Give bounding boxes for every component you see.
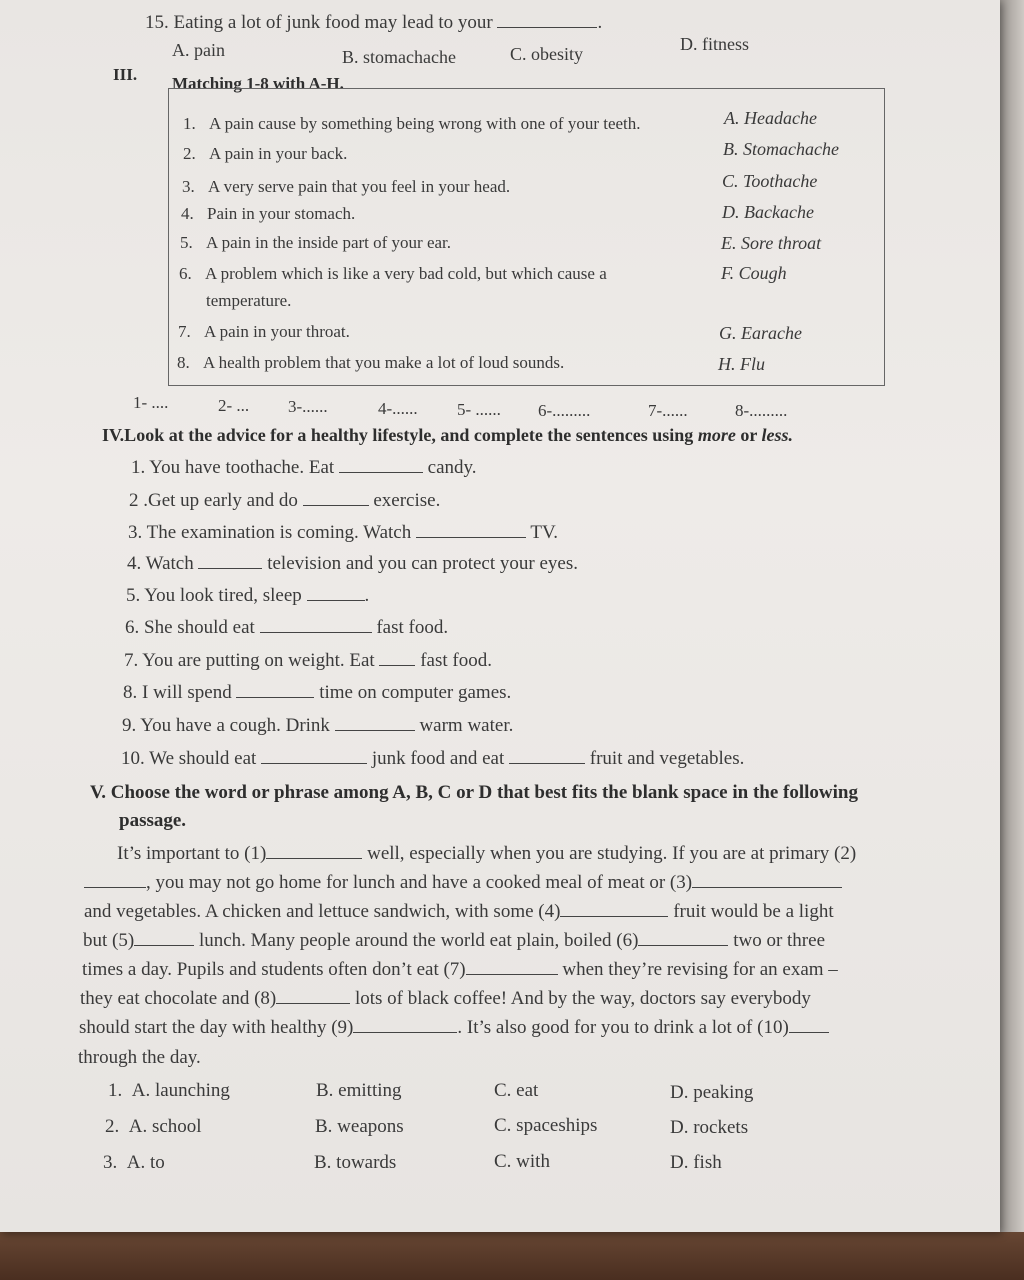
match-option-h: H. Flu [718, 354, 765, 374]
choice-1-c: C. eat [494, 1080, 539, 1101]
passage-line-8: through the day. [78, 1047, 201, 1068]
section-4-title: IV.Look at the advice for a healthy lifestyle, and complete the sentences using more or less. [102, 425, 793, 445]
answer-2: 2- ... [218, 396, 250, 415]
section-5-title: V. Choose the word or phrase among A, B, C or D that best fits the blank space in the following [90, 782, 858, 803]
iv-item-2: 2 .Get up early and do exercise. [129, 490, 441, 511]
q15-option-d: D. fitness [680, 34, 749, 54]
match-item-1: 1. A pain cause by something being wrong with one of your teeth. [183, 114, 641, 133]
match-option-e: E. Sore throat [721, 233, 822, 253]
iv-item-7: 7. You are putting on weight. Eat fast food. [124, 650, 492, 671]
choice-1: 1. A. launching [108, 1080, 230, 1101]
match-option-d: D. Backache [722, 202, 814, 222]
passage-line-5: times a day. Pupils and students often don’t eat (7) when they’re revising for an exam – [82, 959, 838, 980]
match-item-7: 7. A pain in your throat. [178, 322, 350, 341]
passage-line-4: but (5) lunch. Many people around the world eat plain, boiled (6) two or three [83, 930, 826, 951]
passage-line-3: and vegetables. A chicken and lettuce sandwich, with some (4) fruit would be a light [84, 901, 834, 922]
choice-1-b: B. emitting [316, 1080, 402, 1101]
passage-line-6: they eat chocolate and (8) lots of black coffee! And by the way, doctors say everybody [80, 988, 811, 1009]
q15-option-a: A. pain [172, 40, 225, 60]
choice-3-c: C. with [494, 1151, 550, 1172]
choice-2-d: D. rockets [670, 1117, 749, 1138]
passage-line-1: It’s important to (1) well, especially when you are studying. If you are at primary (2) [117, 843, 857, 864]
choice-3: 3. A. to [103, 1152, 165, 1173]
match-item-4: 4. Pain in your stomach. [181, 204, 356, 223]
section-3-title: Matching 1-8 with A-H. [172, 74, 344, 93]
answer-4: 4-...... [378, 399, 418, 418]
choice-2-b: B. weapons [315, 1116, 404, 1137]
match-item-5: 5. A pain in the inside part of your ear. [180, 233, 452, 252]
match-item-2: 2. A pain in your back. [183, 144, 348, 163]
section-5-title-cont: passage. [119, 810, 187, 831]
match-item-3: 3. A very serve pain that you feel in your head. [182, 177, 511, 196]
section-3-roman: III. [113, 65, 138, 84]
match-option-b: B. Stomachache [723, 139, 839, 159]
answer-blank [497, 13, 597, 28]
iv-item-6: 6. She should eat fast food. [125, 617, 449, 638]
match-item-8: 8. A health problem that you make a lot of loud sounds. [177, 353, 565, 372]
iv-item-10: 10. We should eat junk food and eat fruit and vegetables. [121, 748, 745, 769]
q15-option-b: B. stomachache [342, 47, 456, 67]
passage-line-2: , you may not go home for lunch and have a cooked meal of meat or (3) [84, 872, 842, 894]
match-option-f: F. Cough [721, 263, 787, 283]
match-item-6-cont: temperature. [206, 291, 292, 310]
answer-6: 6-......... [538, 401, 591, 420]
choice-2: 2. A. school [105, 1116, 202, 1137]
answer-5: 5- ...... [457, 400, 501, 419]
iv-item-9: 9. You have a cough. Drink warm water. [122, 715, 514, 736]
desk-edge [0, 1225, 1024, 1280]
answer-1: 1- .... [133, 393, 169, 412]
match-option-g: G. Earache [719, 323, 802, 343]
iv-item-1: 1. You have toothache. Eat candy. [131, 457, 477, 478]
choice-2-c: C. spaceships [494, 1115, 598, 1136]
adjacent-page-edge [1000, 0, 1024, 1232]
choice-1-d: D. peaking [670, 1082, 754, 1103]
passage-line-7: should start the day with healthy (9) . It’s also good for you to drink a lot of (10) [79, 1017, 829, 1039]
iv-item-3: 3. The examination is coming. Watch TV. [128, 522, 559, 543]
answer-7: 7-...... [648, 401, 688, 420]
choice-3-d: D. fish [670, 1152, 722, 1173]
answer-3: 3-...... [288, 397, 328, 416]
match-option-a: A. Headache [724, 108, 817, 128]
answer-8: 8-......... [735, 401, 788, 420]
iv-item-5: 5. You look tired, sleep . [126, 585, 370, 606]
question-15: 15. Eating a lot of junk food may lead to your . [145, 12, 603, 33]
choice-3-b: B. towards [314, 1152, 397, 1173]
iv-item-4: 4. Watch television and you can protect your eyes. [127, 553, 578, 574]
q15-option-c: C. obesity [510, 44, 584, 64]
match-item-6: 6. A problem which is like a very bad cold, but which cause a [179, 264, 607, 283]
iv-item-8: 8. I will spend time on computer games. [123, 682, 512, 703]
match-option-c: C. Toothache [722, 171, 818, 191]
